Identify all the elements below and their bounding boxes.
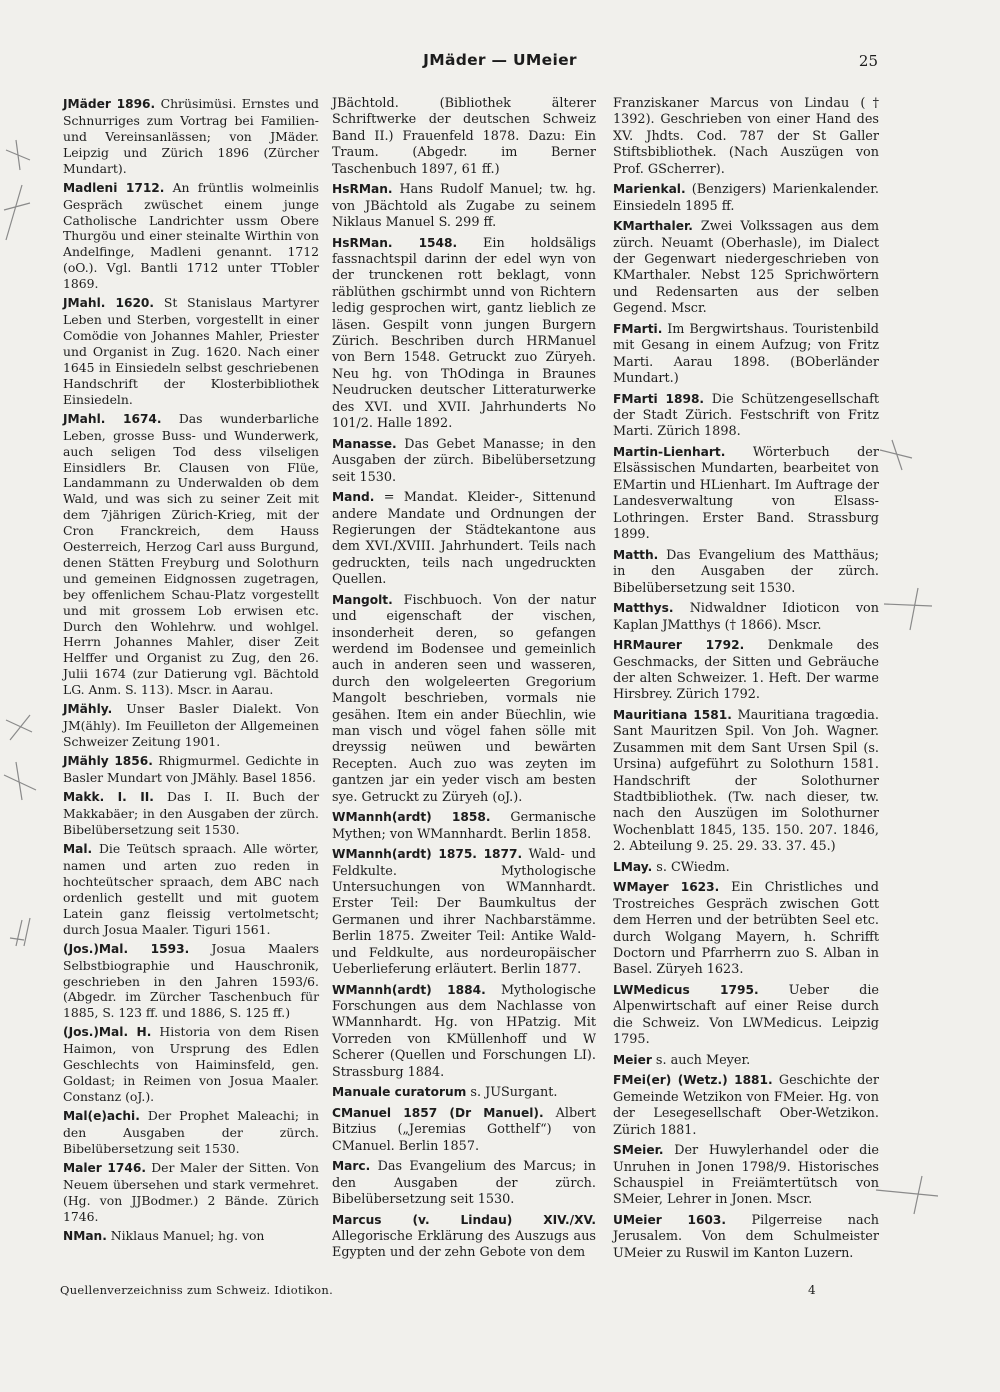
entry-text: Das Gebet Manasse; in den Ausgaben der zürch. Bibelübersetzung seit 1530.	[332, 436, 596, 485]
margin-cross-mark	[4, 185, 30, 240]
signature-mark: 4	[808, 1283, 816, 1297]
entry-text: (Benzigers) Marienkalender. Einsiedeln 1895 ff.	[613, 182, 879, 214]
entry-headword: Matth.	[613, 547, 659, 562]
entry-text: An früntlis wolmeinlis Gespräch zwüschet einem junge Catholische Landrichter ussm Obere Thurgöu und einer steinalte Wirthin von Andelfinge, Madleni genannt. 1712 (oO.). Vgl. Bantli 1712 unter TTobler 1869.	[63, 179, 319, 292]
entry-text: Wörterbuch der Elsässischen Mundarten, bearbeitet von EMartin und HLienhart. Im Auftrage der Landesverwaltung von Elsass-Lothringen. Erster Band. Strassburg 1899.	[613, 445, 879, 543]
page-number: 25	[858, 52, 878, 70]
entry-headword: JMahl. 1674.	[63, 411, 162, 426]
entry-text: s. auch Meyer.	[651, 1052, 751, 1068]
entry-headword: CManuel 1857 (Dr Manuel).	[332, 1105, 544, 1120]
margin-slash-mark	[10, 918, 30, 946]
entry-text: Mythologische Forschungen aus dem Nachlasse von WMannhardt. Hg. von HPatzig. Mit Vorreden von KMüllenhoff und W Scherer (Quellen und Forschungen LI). Strassburg 1884.	[332, 982, 597, 1080]
entry-headword: NMan.	[63, 1228, 107, 1243]
margin-cross-mark	[884, 588, 932, 630]
page-title: JMäder — UMeier	[423, 51, 577, 69]
entry-text: Die Teütsch spraach. Alle wörter, namen und arten zuo reden in hochteütscher spraach, dem ABC nach ordenlich gestellt und mit guotem Latein ganz fleissig vertolmetscht; durch Josua Maaler. Tiguri 1561.	[63, 841, 319, 937]
entry-text: Franziskaner Marcus von Lindau († 1392). Geschrieben von einer Hand des XV. Jhdts. Cod. 787 der St Galler Stiftsbibliothek. (Nach Auszügen von Prof. GScherrer).	[613, 96, 879, 177]
entry-text: Das Evangelium des Marcus; in den Ausgaben der zürch. Bibelübersetzung seit 1530.	[332, 1159, 596, 1208]
entry-headword: Marc.	[332, 1159, 371, 1174]
entry-headword: Matthys.	[613, 601, 674, 616]
entry-text: Ein Christliches und Trostreiches Gespräch zwischen Gott dem Herren und der betrübten Seel etc. durch Wolgang Mayern, h. Schrifft Doctorn und Pfarrherrn zuo S. Alban in Basel. Züryeh 1623.	[613, 880, 879, 978]
entry-headword: FMei(er) (Wetz.) 1881.	[613, 1073, 773, 1088]
entry-text: Niklaus Manuel; hg. von	[106, 1227, 265, 1243]
entry-text: = Mandat. Kleider-, Sittenund andere Mandate und Ordnungen der Regierungen der Städtekantone aus dem XVI./XVIII. Jahrhundert. Teils nach gedruckten, teils nach ungedruckten Quellen.	[332, 490, 596, 588]
entry-text: St Stanislaus Martyrer Leben und Sterben, vorgestellt in einer Comödie von Johannes Mahler, Priester und Organist in Zug. 1620. Nach einer 1645 in Einsiedeln selbst geschriebenen Handschrift der Klosterbibliothek Einsiedeln.	[63, 295, 319, 407]
entry-text: Denkmale des Geschmacks, der Sitten und Gebräuche der alten Schweizer. 1. Heft. Der warme Hirsbrey. Zürich 1792.	[613, 638, 879, 703]
entry-headword: Martin-Lienhart.	[613, 445, 726, 460]
entry-headword: Mauritiana 1581.	[613, 707, 732, 722]
entry-headword: WMannh(ardt) 1884.	[332, 982, 486, 997]
entry-headword: Marcus (v. Lindau) XIV./XV.	[332, 1212, 596, 1227]
entry-headword: Madleni 1712.	[63, 180, 165, 195]
entry-headword: FMarti 1898.	[613, 391, 705, 406]
entry-headword: HsRMan. 1548.	[332, 235, 458, 250]
entry-text: Historia von dem Risen Haimon, von Ursprung des Edlen Geschlechts von Haiminsfeld, gen. Goldast; in Reimen von Josua Maaler. Constanz (oJ.).	[63, 1024, 319, 1105]
margin-cross-mark	[876, 1176, 938, 1214]
entry-headword: LMay.	[613, 859, 653, 874]
entry-text: Der Maler der Sitten. Von Neuem übersehen und stark vermehret. (Hg. von JJBodmer.) 2 Bände. Zürich 1746.	[63, 1160, 319, 1224]
entry-text: Der Huwylerhandel oder die Unruhen in Jonen 1798/9. Historisches Schauspiel in Freiämtertütsch von SMeier, Lehrer in Jonen. Mscr.	[613, 1143, 879, 1208]
footer-text: Quellenverzeichniss zum Schweiz. Idiotikon.	[60, 1283, 334, 1297]
entry-text: Das I. II. Buch der Makkabäer; in den Ausgaben der zürch. Bibelübersetzung seit 1530.	[63, 789, 319, 837]
entry-text: Das Evangelium des Matthäus; in den Ausgaben der zürch. Bibelübersetzung seit 1530.	[613, 547, 879, 596]
entry-headword: JMähly 1856.	[63, 754, 153, 769]
entry-headword: Mand.	[332, 490, 375, 505]
entry-text: Hans Rudolf Manuel; tw. hg. von JBächtold als Zugabe zu seinem Niklaus Manuel S. 299 ff.	[332, 182, 596, 231]
entry-text: Mauritiana tragœdia. Sant Mauritzen Spil. Von Joh. Wagner. Zusammen mit dem Sant Ursen Spil (s. Ursina) aufgeführt zu Solothurn 1581. Handschrift der Solothurner Stadtbibliothek. (Tw. nach dieser, tw. nach den Auszügen im Solothurner Wochenblatt 1845, 135. 150. 207. 1846, 2. Abteilung 9. 25. 29. 33. 37. 45.)	[613, 707, 880, 855]
entry-text: Die Schützengesellschaft der Stadt Zürich. Festschrift von Fritz Marti. Zürich 1898.	[613, 391, 879, 440]
entry-headword: LWMedicus 1795.	[613, 982, 759, 997]
entry-text: JBächtold. (Bibliothek älterer Schriftwerke der deutschen Schweiz Band II.) Frauenfeld 1878. Dazu: Ein Traum. (Abgedr. im Berner Taschenbuch 1897, 61 ff.)	[332, 96, 596, 177]
entry-headword: UMeier 1603.	[613, 1213, 727, 1227]
entry-text: Fischbuoch. Von der natur und eigenschaft der vischen, insonderheit deren, so gefangen werdend im Bodensee und gemeinlich auch in anderen seen und wasseren, durch den wolgeleerten Gregorium Mangolt beschrieben, vormals nie gesähen. Item ein ander Büechlin, wie man visch und vögel fahen sölle mit dreyssig neüwen und bewärten Recepten. Auch zuo was zeyten im gantzen jar ein yeder visch am besten sye. Getruckt zu Züryeh (oJ.).	[332, 592, 596, 805]
entry-text: Nidwaldner Idioticon von Kaplan JMatthys († 1866). Mscr.	[613, 601, 879, 633]
entry-headword: Manuale curatorum	[332, 1085, 467, 1100]
entry-headword: KMarthaler.	[613, 219, 693, 234]
entry-headword: Marienkal.	[613, 182, 686, 197]
entry-text: Der Prophet Maleachi; in den Ausgaben der zürch. Bibelübersetzung seit 1530.	[63, 1108, 319, 1156]
entry-text: Albert Bitzius („Jeremias Gotthelf“) von CManuel. Berlin 1857.	[332, 1105, 596, 1154]
entry-headword: WMannh(ardt) 1858.	[332, 810, 491, 825]
entry-text: Ueber die Alpenwirtschaft auf einer Reise durch die Schweiz. Von LWMedicus. Leipzig 1795.	[613, 982, 879, 1048]
entry-headword: Mangolt.	[332, 592, 393, 607]
entry-text: Zwei Volkssagen aus dem zürch. Neuamt (Oberhasle), im Dialect der Gegenwart niedergeschrieben von KMarthaler. Nebst 125 Sprichwörtern und Redensarten aus der selben Gegend. Mscr.	[613, 219, 879, 317]
entry-text: Im Bergwirtshaus. Touristenbild mit Gesang in einem Aufzug; von Fritz Marti. Aarau 1898. (BOberländer Mundart.)	[613, 321, 879, 387]
entry-headword: WMannh(ardt) 1875. 1877.	[332, 847, 523, 862]
entry-headword: FMarti.	[613, 321, 663, 336]
entry-headword: Mal(e)achi.	[63, 1109, 140, 1124]
entry-text: Pilgerreise nach Jerusalem. Von dem Schulmeister UMeier zu Ruswil im Kanton Luzern.	[613, 1213, 879, 1261]
entry-headword: Meier	[613, 1052, 652, 1067]
entry-text: s. CWiedm.	[652, 859, 730, 875]
entry-text: Unser Basler Dialekt. Von JM(ähly). Im Feuilleton der Allgemeinen Schweizer Zeitung 1901.	[63, 701, 319, 750]
margin-cross-mark	[6, 715, 32, 740]
entry-headword: HsRMan.	[332, 182, 393, 197]
entry-text: Geschichte der Gemeinde Wetzikon von FMeier. Hg. von der Lesegesellschaft Ober-Wetzikon. Zürich 1881.	[613, 1073, 879, 1138]
margin-cross-mark	[880, 440, 912, 470]
entry-text: Allegorische Erklärung des Auszugs aus Egypten und der zehn Gebote von dem	[332, 1229, 596, 1261]
margin-cross-mark	[6, 140, 30, 170]
entry-headword: Maler 1746.	[63, 1161, 146, 1176]
margin-cross-mark	[4, 762, 36, 800]
entry-headword: HRMaurer 1792.	[613, 638, 745, 653]
entry-headword: SMeier.	[613, 1143, 664, 1158]
entry-text: Rhigmurmel. Gedichte in Basler Mundart von JMähly. Basel 1856.	[63, 753, 319, 786]
entry-text: Germanische Mythen; von WMannhardt. Berlin 1858.	[332, 810, 596, 842]
entry-text: Das wunderbarliche Leben, grosse Buss- und Wunderwerk, auch seligen Tod dess vilseligen Einsidlers Br. Clausen von Flüe, Landammann zu Underwalden ob dem Wald, und was sich zu seiner Zeit mit dem 7jährigen Zürich-Krieg, mit der Cron Franckreich, dem Hauss Oesterreich, Herzog Carl auss Burgund, denen Stätten Freyburg und Solothurn und gemeinen Eidgnossen zugetragen, bey offenlichem Schau-Platz vorgestellt und mit grossem Lob erwisen etc. Durch den Wohlehrw. und wohlgel. Herrn Johannes Mahler, diser Zeit Helffer und Organist zu Zug, den 26. Julii 1674 (zur Datierung vgl. Bächtold LG. Anm. S. 113). Mscr. in Aarau.	[63, 410, 319, 698]
entry-text: Ein holdsäligs fassnachtspil darinn der edel wyn von der trunckenen rott beklagt, vonn räblüthen gschirmbt unnd von Richtern ledig gesprochen wirt, gantz lieblich ze läsen. Gespilt vonn jungen Burgern Zürich. Beschriben durch HRManuel von Bern 1548. Getruckt zuo Züryeh. Neu hg. von ThOdinga in Braunes Neudrucken deutscher Litteraturwerke des XVI. und XVII. Jahrhunderts No 101/2. Halle 1892.	[332, 235, 597, 432]
entry-headword: Mal.	[63, 842, 93, 857]
entry-text: Chrüsimüsi. Ernstes und Schnurriges zum Vortrag bei Familien- und Vereinsanlässen; von JMäder. Leipzig und Zürich 1896 (Zürcher Mundart).	[63, 96, 319, 176]
entry-text: s. JUSurgant.	[466, 1085, 558, 1101]
entry-text: Josua Maalers Selbstbiographie und Hauschronik, geschrieben in den Jahren 1593/6. (Abgedr. im Zürcher Taschenbuch für 1885, S. 123 ff. und 1886, S. 125 ff.)	[63, 940, 319, 1021]
entry-headword: Makk. I. II.	[63, 790, 154, 805]
entry-text: Wald- und Feldkulte. Mythologische Untersuchungen von WMannhardt. Erster Teil: Der Baumkultus der Germanen und ihrer Nachbarstämme. Berlin 1875. Zweiter Teil: Antike Wald- und Feldkulte, aus nordeuropäischer Ueberlieferung erläutert. Berlin 1877.	[332, 847, 596, 978]
entry-headword: (Jos.)Mal. 1593.	[63, 941, 190, 956]
entry-headword: JMahl. 1620.	[63, 296, 155, 311]
entry-headword: JMähly.	[63, 702, 113, 717]
entry-headword: (Jos.)Mal. H.	[63, 1025, 152, 1040]
entry-headword: WMayer 1623.	[613, 880, 720, 895]
entry-headword: JMäder 1896.	[63, 97, 156, 111]
entry-headword: Manasse.	[332, 436, 397, 451]
